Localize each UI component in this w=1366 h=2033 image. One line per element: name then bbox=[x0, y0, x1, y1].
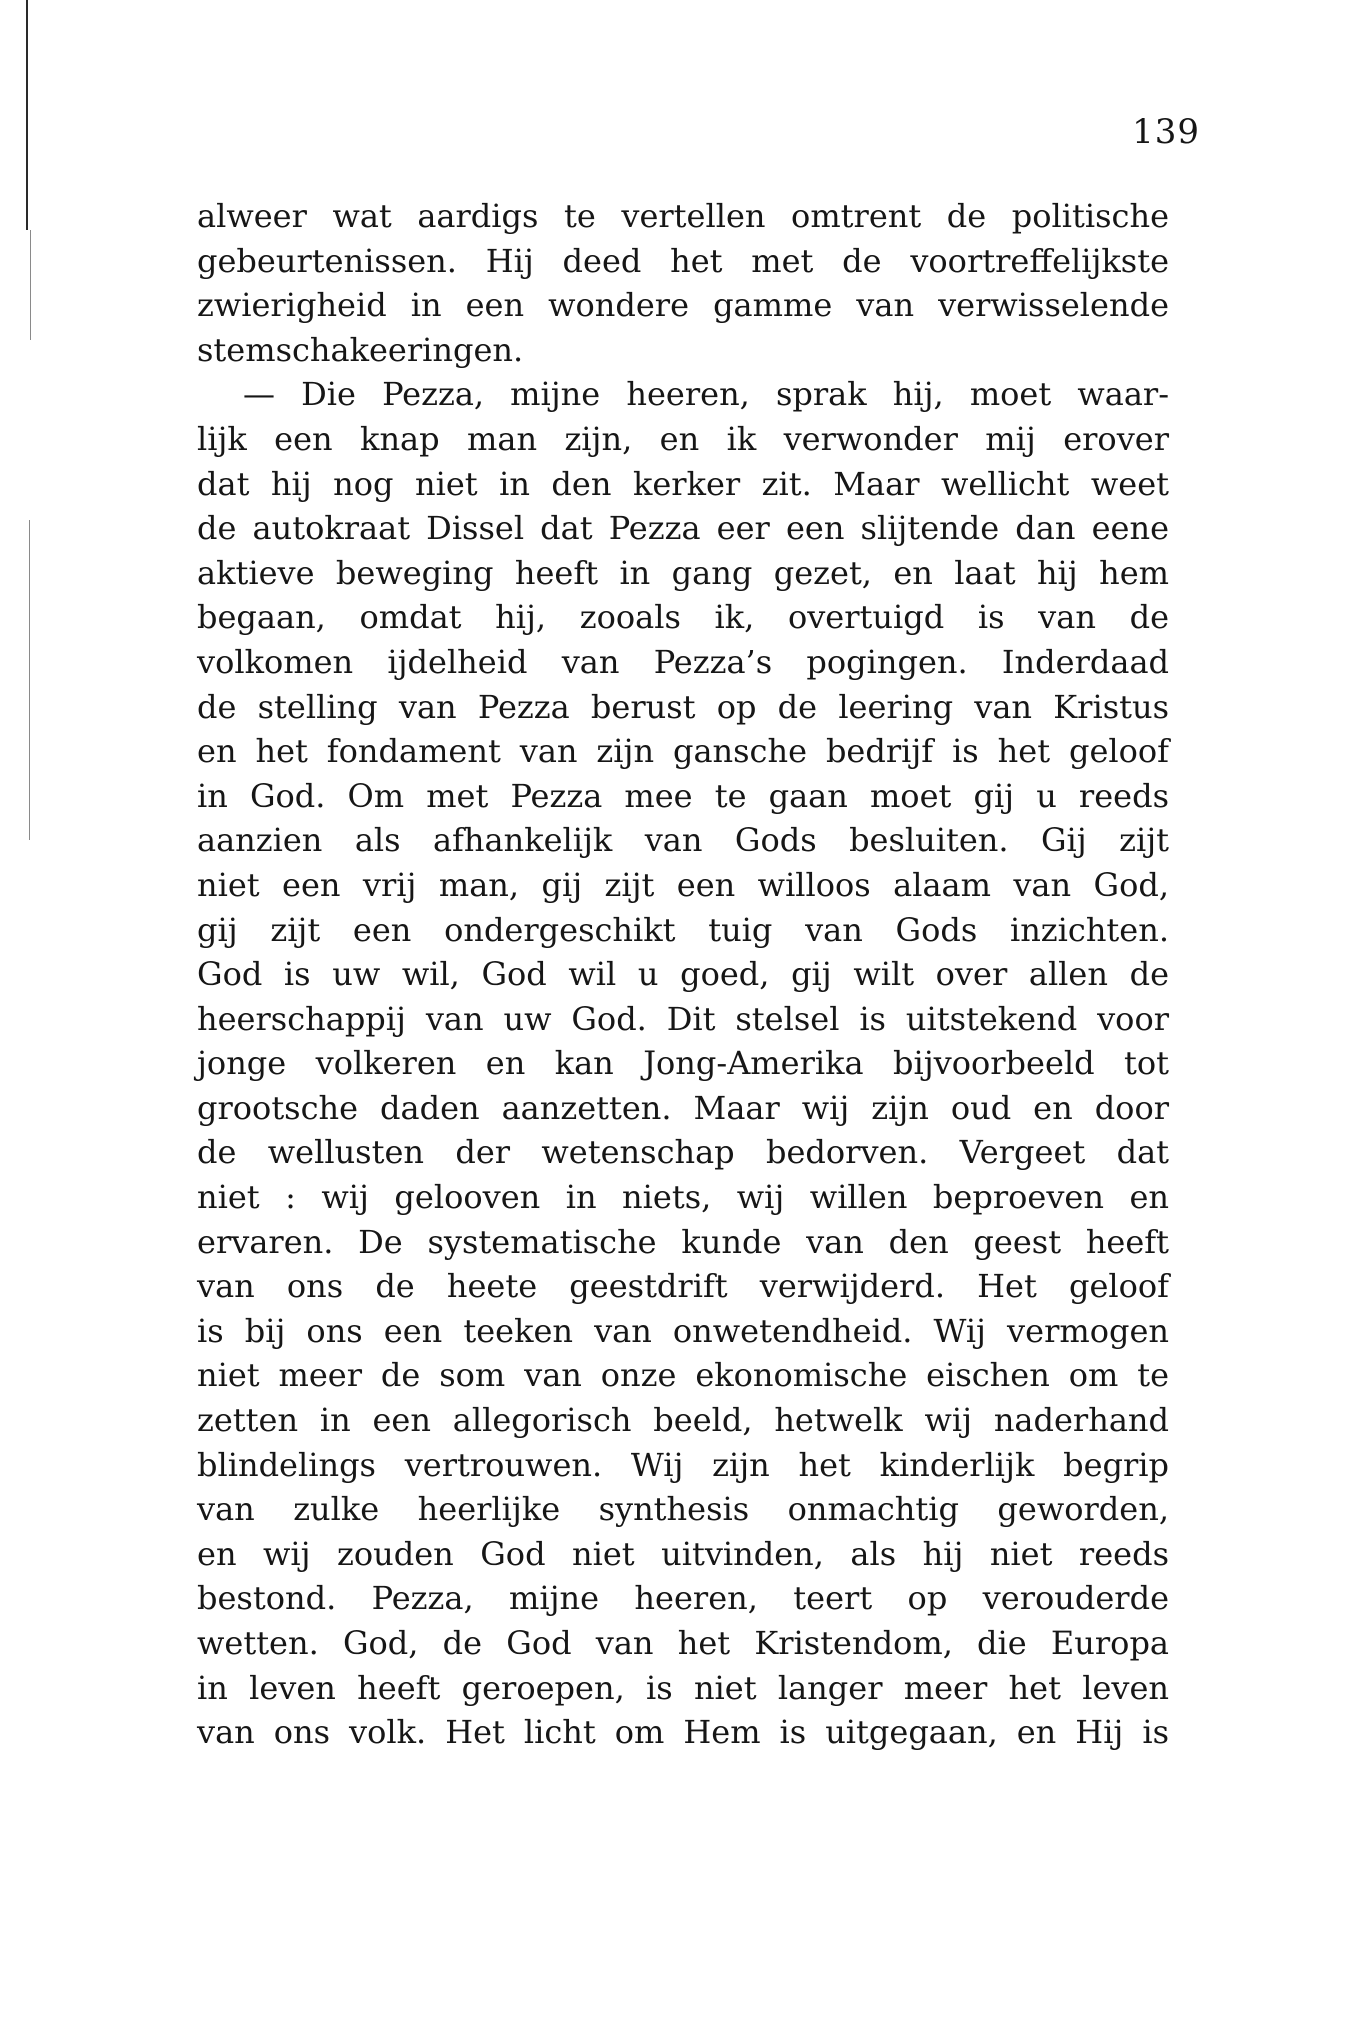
body-text bbox=[197, 194, 1169, 1755]
margin-scan-mark bbox=[29, 520, 30, 840]
text-line: wetten. God, de God van het Kristendom, die Europa bbox=[197, 1624, 1169, 1662]
text-line: ervaren. De systematische kunde van den geest heeft bbox=[197, 1222, 1169, 1261]
text-line: de autokraat Dissel dat Pezza eer een slijtende dan eene bbox=[197, 509, 1169, 548]
text-line: God is uw wil, God wil u goed, gij wilt over allen de bbox=[197, 955, 1169, 994]
text-line: dat hij nog niet in den kerker zit. Maar wellicht weet bbox=[197, 464, 1169, 503]
text-line: blindelings vertrouwen. Wij zijn het kinderlijk begrip bbox=[197, 1445, 1169, 1484]
text-line: van ons volk. Het licht om Hem is uitgegaan, en Hij is bbox=[197, 1713, 1169, 1752]
text-line: gebeurtenissen. Hij deed het met de voortreffelijkste bbox=[197, 241, 1169, 280]
text-line: zetten in een allegorisch beeld, hetwelk wij naderhand bbox=[197, 1401, 1169, 1440]
text-line: in God. Om met Pezza mee te gaan moet gij u reeds bbox=[197, 776, 1169, 815]
text-line: en wij zouden God niet uitvinden, als hij niet reeds bbox=[197, 1534, 1169, 1573]
text-line: aktieve beweging heeft in gang gezet, en laat hij hem bbox=[197, 553, 1169, 592]
text-line: van zulke heerlijke synthesis onmachtig geworden, bbox=[197, 1490, 1169, 1529]
text-line: bestond. Pezza, mijne heeren, teert op verouderde bbox=[197, 1579, 1169, 1618]
text-line: aanzien als afhankelijk van Gods besluiten. Gij zijt bbox=[197, 821, 1169, 860]
text-line: de stelling van Pezza berust op de leering van Kristus bbox=[197, 687, 1169, 726]
text-line: niet een vrij man, gij zijt een willoos alaam van God, bbox=[197, 865, 1169, 904]
margin-scan-mark bbox=[26, 0, 28, 230]
text-line: is bij ons een teeken van onwetendheid. Wij vermogen bbox=[197, 1311, 1169, 1350]
text-line: en het fondament van zijn gansche bedrijf is het geloof bbox=[197, 732, 1169, 771]
text-line: zwierigheid in een wondere gamme van verwisselende bbox=[197, 286, 1169, 325]
text-line: heerschappij van uw God. Dit stelsel is uitstekend voor bbox=[197, 999, 1169, 1038]
text-line: alweer wat aardigs te vertellen omtrent de politische bbox=[197, 197, 1169, 235]
text-line: begaan, omdat hij, zooals ik, overtuigd is van de bbox=[197, 598, 1169, 637]
text-line: van ons de heete geestdrift verwijderd. Het geloof bbox=[197, 1267, 1169, 1306]
text-line: in leven heeft geroepen, is niet langer meer het leven bbox=[197, 1668, 1169, 1707]
text-line: niet : wij gelooven in niets, wij willen beproeven en bbox=[197, 1178, 1169, 1217]
text-line: lijk een knap man zijn, en ik verwonder mij erover bbox=[197, 419, 1169, 458]
page-number: 139 bbox=[1132, 112, 1200, 152]
text-line: gij zijt een ondergeschikt tuig van Gods inzichten. bbox=[197, 910, 1169, 949]
text-line: — Die Pezza, mijne heeren, sprak hij, moet waar- bbox=[243, 375, 1169, 414]
text-line: jonge volkeren en kan Jong-Amerika bijvoorbeeld tot bbox=[197, 1044, 1169, 1083]
text-line: de wellusten der wetenschap bedorven. Vergeet dat bbox=[197, 1133, 1169, 1172]
text-line: volkomen ijdelheid van Pezza’s pogingen. Inderdaad bbox=[197, 642, 1169, 681]
margin-scan-mark bbox=[30, 230, 31, 340]
text-line: grootsche daden aanzetten. Maar wij zijn oud en door bbox=[197, 1088, 1169, 1127]
text-line: niet meer de som van onze ekonomische eischen om te bbox=[197, 1356, 1169, 1395]
text-line: stemschakeeringen. bbox=[197, 330, 524, 369]
